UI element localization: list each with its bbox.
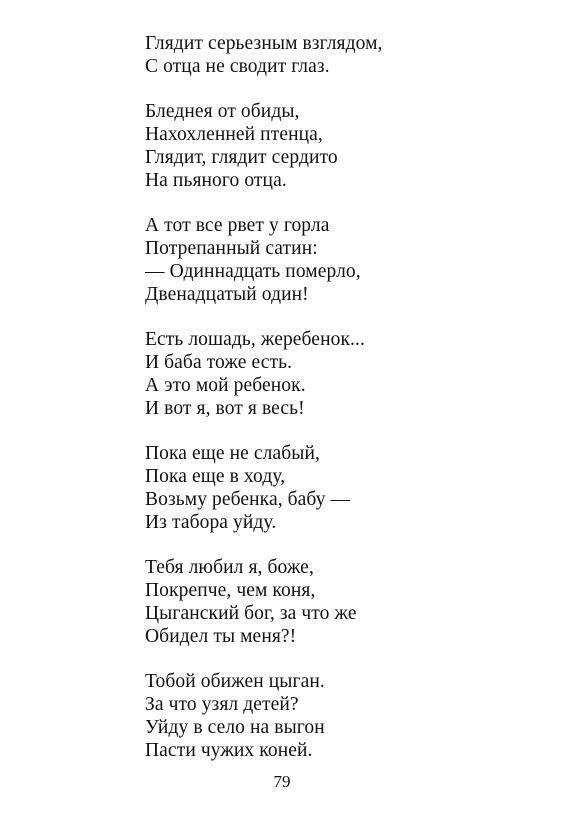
poem-line: Уйду в село на выгон xyxy=(145,717,325,738)
poem-line: Двенадцатый один! xyxy=(145,284,309,305)
stanza-4 xyxy=(145,328,545,420)
poem-line: Бледнея от обиды, xyxy=(145,101,300,122)
poem-line: Глядит, глядит сердито xyxy=(145,147,338,168)
poem-line: Покрепче, чем коня, xyxy=(145,580,316,601)
poem-line: И вот я, вот я весь! xyxy=(145,398,305,419)
poem-line: За что узял детей? xyxy=(145,694,299,715)
poem-line: А это мой ребенок. xyxy=(145,375,306,396)
stanza-6 xyxy=(145,556,545,648)
poem-line: Тебя любил я, боже, xyxy=(145,557,314,578)
poem-line: Пасти чужих коней. xyxy=(145,740,313,761)
stanza-3 xyxy=(145,214,545,306)
poem-line: — Одиннадцать померло, xyxy=(145,261,361,282)
poem-line: А тот все рвет у горла xyxy=(145,215,330,236)
poem-line: Возьму ребенка, бабу — xyxy=(145,489,351,510)
poem-line: И баба тоже есть. xyxy=(145,352,293,373)
poem-text xyxy=(145,32,545,784)
poem-line: Потрепанный сатин: xyxy=(145,238,318,259)
poem-line: Цыганский бог, за что же xyxy=(145,603,357,624)
stanza-1 xyxy=(145,32,545,78)
poem-line: Пока еще не слабый, xyxy=(145,443,320,464)
poem-line: Из табора уйду. xyxy=(145,512,277,533)
poem-line: На пьяного отца. xyxy=(145,170,287,191)
poem-line: Нахохленней птенца, xyxy=(145,124,323,145)
poem-line: С отца не сводит глаз. xyxy=(145,56,330,77)
poem-line: Глядит серьезным взглядом, xyxy=(145,33,383,54)
stanza-7 xyxy=(145,670,545,762)
poem-line: Обидел ты меня?! xyxy=(145,626,297,647)
poem-line: Пока еще в ходу, xyxy=(145,466,286,487)
poem-line: Тобой обижен цыган. xyxy=(145,671,325,692)
page-number: 79 xyxy=(273,772,291,791)
poem-line: Есть лошадь, жеребенок... xyxy=(145,329,365,350)
stanza-5 xyxy=(145,442,545,534)
stanza-2 xyxy=(145,100,545,192)
